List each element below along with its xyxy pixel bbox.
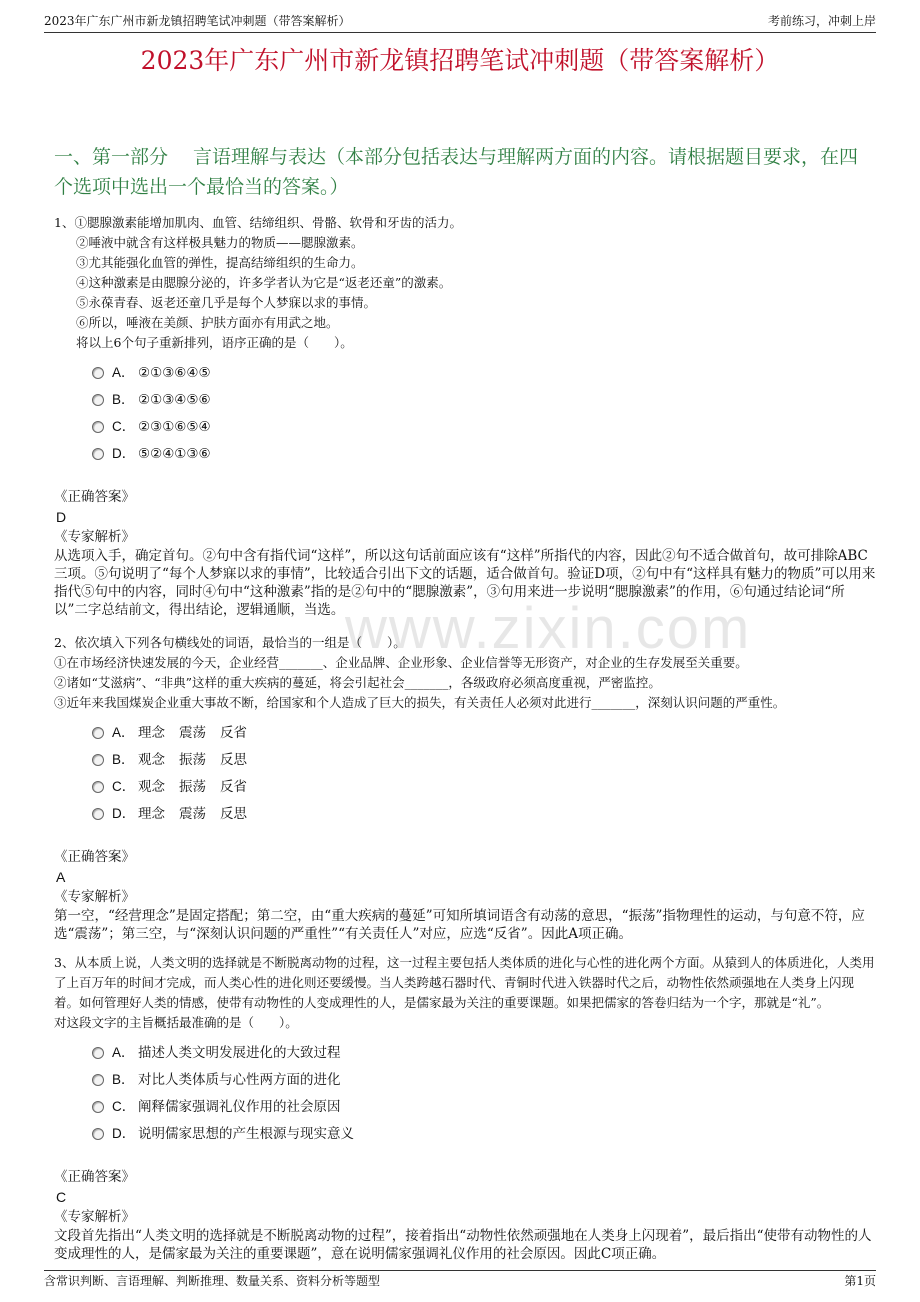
option-list — [92, 1039, 876, 1147]
explanation-label: 《专家解析》 — [54, 889, 135, 905]
question-1 — [54, 213, 876, 619]
question-text: ③近年来我国煤炭企业重大事故不断，给国家和个人造成了巨大的损失，有关责任人必须对此进行_______，深刻认识问题的严重性。 — [54, 695, 786, 710]
explanation-label: 《专家解析》 — [54, 529, 135, 545]
option-list — [92, 719, 876, 827]
answer-label: 《正确答案》 — [54, 489, 135, 505]
option-b[interactable]: B． 观念 振荡 反思 — [92, 746, 876, 773]
question-prompt: 将以上6个句子重新排列，语序正确的是（ ）。 — [76, 335, 353, 350]
question-text: ②诸如“艾滋病”、“非典”这样的重大疾病的蔓延，将会引起社会_______，各级政府必须高度重视，严密监控。 — [54, 675, 661, 690]
explanation-text: 第一空，“经营理念”是固定搭配；第二空，由“重大疾病的蔓延”可知所填词语含有动荡的意思，“振荡”指物理性的运动，与句意不符，应选“震荡”；第三空，与“深刻认识问题的严重性”“有关责任人”对应，应选“反省”。因此A项正确。 — [54, 908, 865, 942]
option-c[interactable]: C． ②③①⑥⑤④ — [92, 413, 876, 440]
question-prompt: 对这段文字的主旨概括最准确的是（ ）。 — [54, 1015, 298, 1030]
radio-icon[interactable] — [92, 448, 104, 460]
option-list — [92, 359, 876, 467]
option-a[interactable]: A． 理念 震荡 反省 — [92, 719, 876, 746]
page-header — [44, 12, 876, 33]
option-d[interactable]: D． 说明儒家思想的产生根源与现实意义 — [92, 1120, 876, 1147]
watermark: www.zixin.com — [345, 596, 752, 661]
radio-icon[interactable] — [92, 754, 104, 766]
question-text: ③尤其能强化血管的弹性，提高结缔组织的生命力。 — [76, 255, 364, 270]
explanation-text: 文段首先指出“人类文明的选择就是不断脱离动物的过程”，接着指出“动物性依然顽强地在人类身上闪现着”，最后指出“使带有动物性的人变成理性的人，是儒家最为关注的重要课题”，意在说明儒家强调礼仪作用的社会原因。因此C项正确。 — [54, 1228, 872, 1262]
radio-icon[interactable] — [92, 1047, 104, 1059]
question-text: ②唾液中就含有这样极具魅力的物质——腮腺激素。 — [76, 235, 364, 250]
radio-icon[interactable] — [92, 727, 104, 739]
question-text: ①在市场经济快速发展的今天，企业经营_______、企业品牌、企业形象、企业信誉等无形资产，对企业的生存发展至关重要。 — [54, 655, 748, 670]
answer-label: 《正确答案》 — [54, 1169, 135, 1185]
option-a[interactable]: A． ②①③⑥④⑤ — [92, 359, 876, 386]
header-slogan: 考前练习，冲刺上岸 — [767, 14, 876, 28]
correct-answer: C — [56, 1189, 67, 1205]
question-text: ⑤永葆青春、返老还童几乎是每个人梦寐以求的事情。 — [76, 295, 377, 310]
footer-description: 含常识判断、言语理解、判断推理、数量关系、资料分析等题型 — [44, 1274, 381, 1288]
question-text: ④这种激素是由腮腺分泌的，许多学者认为它是“返老还童”的激素。 — [76, 275, 452, 290]
radio-icon[interactable] — [92, 1101, 104, 1113]
section-title: 一、第一部分 言语理解与表达（本部分包括表达与理解两方面的内容。请根据题目要求，在四个选项中选出一个最恰当的答案。） — [54, 146, 859, 198]
option-b[interactable]: B． 对比人类体质与心性两方面的进化 — [92, 1066, 876, 1093]
option-d[interactable]: D． ⑤②④①③⑥ — [92, 440, 876, 467]
radio-icon[interactable] — [92, 808, 104, 820]
document-content — [54, 213, 876, 1263]
question-3 — [54, 953, 876, 1263]
question-text: 1、①腮腺激素能增加肌肉、血管、结缔组织、骨骼、软骨和牙齿的活力。 — [54, 215, 462, 230]
option-d[interactable]: D． 理念 震荡 反思 — [92, 800, 876, 827]
radio-icon[interactable] — [92, 781, 104, 793]
radio-icon[interactable] — [92, 367, 104, 379]
radio-icon[interactable] — [92, 1128, 104, 1140]
header-doc-title: 2023年广东广州市新龙镇招聘笔试冲刺题（带答案解析） — [44, 14, 351, 28]
question-text: ⑥所以，唾液在美颜、护肤方面亦有用武之地。 — [76, 315, 339, 330]
option-a[interactable]: A． 描述人类文明发展进化的大致过程 — [92, 1039, 876, 1066]
question-text: 3、从本质上说，人类文明的选择就是不断脱离动物的过程，这一过程主要包括人类体质的进化与心性的进化两个方面。从猿到人的体质进化，人类用了上百万年的时间才完成，而人类心性的进化则还要缓慢。当人类跨越石器时代、青铜时代进入铁器时代之后，动物性依然顽强地在人类身上闪现着。如何管理好人类的情感，使带有动物性的人变成理性的人，是儒家最为关注的重要课题。如果把儒家的答卷归结为一个字，那就是“礼”。 — [54, 955, 875, 1010]
page-title: 2023年广东广州市新龙镇招聘笔试冲刺题（带答案解析） — [140, 46, 780, 75]
correct-answer: A — [56, 869, 66, 885]
correct-answer: D — [56, 509, 67, 525]
option-b[interactable]: B． ②①③④⑤⑥ — [92, 386, 876, 413]
answer-label: 《正确答案》 — [54, 849, 135, 865]
option-c[interactable]: C． 阐释儒家强调礼仪作用的社会原因 — [92, 1093, 876, 1120]
explanation-text: 从选项入手，确定首句。②句中含有指代词“这样”，所以这句话前面应该有“这样”所指代的内容，因此②句不适合做首句，故可排除ABC三项。⑤句说明了“每个人梦寐以求的事情”，比较适合引出下文的话题，适合做首句。验证D项，②句中有“这样具有魅力的物质”可以用来指代⑤句中的内容，同时④句中“这种激素”指的是②句中的“腮腺激素”，③句用来进一步说明“腮腺激素”的作用，⑥句通过结论词“所以”二字总结前文，得出结论，逻辑通顺，当选。 — [54, 548, 876, 618]
question-prompt: 2、依次填入下列各句横线处的词语，最恰当的一组是（ ）。 — [54, 635, 406, 650]
option-c[interactable]: C． 观念 振荡 反省 — [92, 773, 876, 800]
radio-icon[interactable] — [92, 394, 104, 406]
explanation-label: 《专家解析》 — [54, 1209, 135, 1225]
radio-icon[interactable] — [92, 421, 104, 433]
page-footer — [44, 1270, 876, 1291]
question-2 — [54, 633, 876, 943]
radio-icon[interactable] — [92, 1074, 104, 1086]
page-number: 第1页 — [844, 1274, 876, 1288]
